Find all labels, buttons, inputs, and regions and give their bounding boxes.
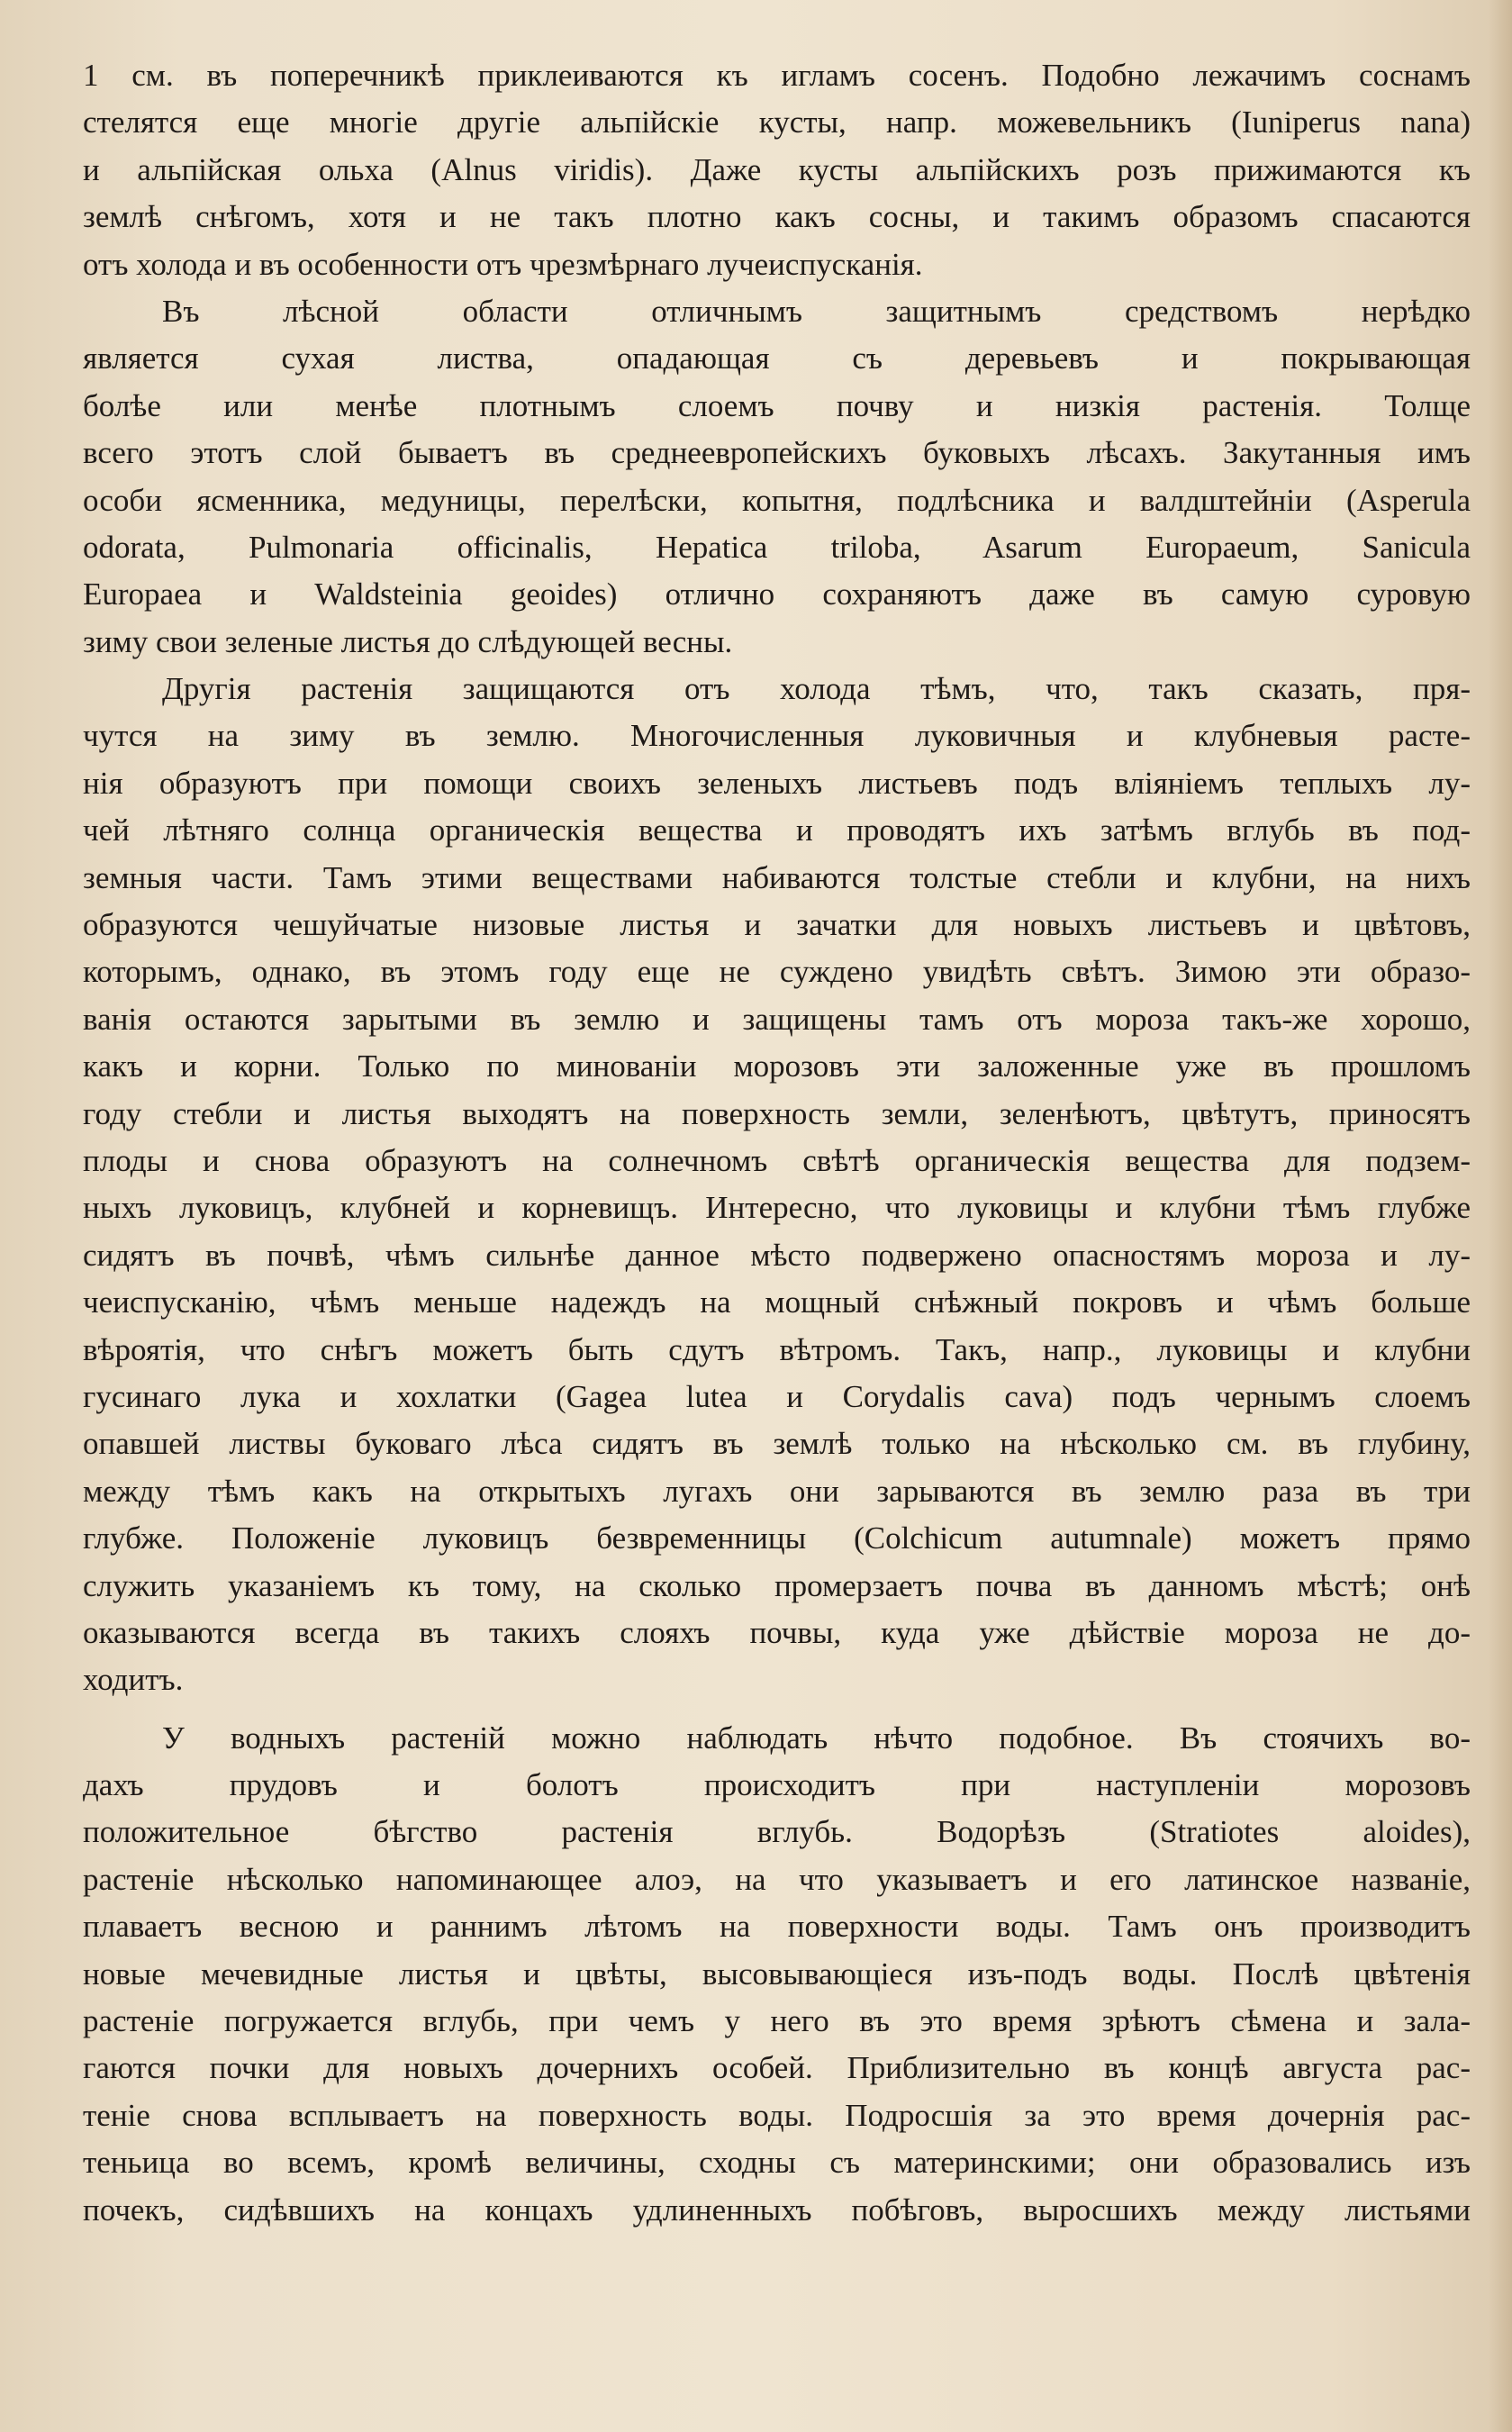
text-line: теньица во всемъ, кромѣ величины, сходны съ материнскими; они образовались изъ bbox=[83, 2145, 1471, 2181]
text-line: особи ясменника, медуницы, перелѣски, копытня, подлѣсника и валдштейніи (Asperula bbox=[83, 482, 1471, 518]
text-line: оказываются всегда въ такихъ слояхъ почвы, куда уже дѣйствіе мороза не до- bbox=[83, 1614, 1471, 1650]
paragraph-1 bbox=[83, 52, 1471, 288]
text-line: гаются почки для новыхъ дочернихъ особей. Приблизительно въ концѣ августа рас- bbox=[83, 2050, 1471, 2086]
text-line: почекъ, сидѣвшихъ на концахъ удлиненныхъ побѣговъ, выросшихъ между листьями bbox=[83, 2192, 1471, 2228]
text-line: Europaea и Waldsteinia geoides) отлично сохраняютъ даже въ самую суровую bbox=[83, 576, 1471, 613]
text-line: землѣ снѣгомъ, хотя и не такъ плотно какъ сосны, и такимъ образомъ спасаются bbox=[83, 199, 1471, 235]
paragraph-3 bbox=[83, 666, 1471, 1704]
text-line: болѣе или менѣе плотнымъ слоемъ почву и низкія растенія. Толще bbox=[83, 387, 1471, 423]
text-line: земныя части. Тамъ этими веществами набиваются толстые стебли и клубни, на нихъ bbox=[83, 859, 1471, 895]
text-line: ныхъ луковицъ, клубней и корневищъ. Интересно, что луковицы и клубни тѣмъ глубже bbox=[83, 1190, 1471, 1226]
text-line: нія образуютъ при помощи своихъ зеленыхъ листьевъ подъ вліяніемъ теплыхъ лу- bbox=[83, 765, 1471, 801]
text-line: ванія остаются зарытыми въ землю и защищены тамъ отъ мороза такъ-же хорошо, bbox=[83, 1001, 1471, 1037]
text-line: положительное бѣгство растенія вглубь. Водорѣзъ (Stratiotes aloides), bbox=[83, 1814, 1471, 1850]
text-line: теніе снова всплываетъ на поверхность воды. Подросшія за это время дочернія рас- bbox=[83, 2097, 1471, 2133]
text-line: дахъ прудовъ и болотъ происходитъ при наступленіи морозовъ bbox=[83, 1767, 1471, 1803]
text-line: стелятся еще многіе другіе альпійскіе кусты, напр. можевельникъ (Iuniperus nana) bbox=[83, 104, 1471, 141]
text-line: какъ и корни. Только по минованіи морозовъ эти заложенные уже въ прошломъ bbox=[83, 1048, 1471, 1084]
text-line: У водныхъ растеній можно наблюдать нѣчто подобное. Въ стоячихъ во- bbox=[162, 1720, 1471, 1756]
text-line: которымъ, однако, въ этомъ году еще не суждено увидѣть свѣтъ. Зимою эти образо- bbox=[83, 954, 1471, 990]
text-line: образуются чешуйчатые низовые листья и зачатки для новыхъ листьевъ и цвѣтовъ, bbox=[83, 907, 1471, 943]
paragraph-2 bbox=[83, 288, 1471, 666]
text-line: растеніе погружается вглубь, при чемъ у него въ это время зрѣютъ сѣмена и зала- bbox=[83, 2003, 1471, 2039]
text-line: чутся на зиму въ землю. Многочисленныя луковичныя и клубневыя расте- bbox=[83, 718, 1471, 754]
text-line: служить указаніемъ къ тому, на сколько промерзаетъ почва въ данномъ мѣстѣ; онѣ bbox=[83, 1567, 1471, 1603]
text-line: вѣроятія, что снѣгъ можетъ быть сдутъ вѣтромъ. Такъ, напр., луковицы и клубни bbox=[83, 1331, 1471, 1367]
paragraph-gap bbox=[83, 1704, 1471, 1715]
text-line: является сухая листва, опадающая съ деревьевъ и покрывающая bbox=[83, 340, 1471, 377]
text-line: плоды и снова образуютъ на солнечномъ свѣтѣ органическія вещества для подзем- bbox=[83, 1142, 1471, 1178]
page-edge-shadow bbox=[1489, 0, 1512, 2432]
text-line: Въ лѣсной области отличнымъ защитнымъ средствомъ нерѣдко bbox=[162, 293, 1471, 329]
text-line: году стебли и листья выходятъ на поверхность земли, зеленѣютъ, цвѣтутъ, приносятъ bbox=[83, 1095, 1471, 1131]
body-text bbox=[83, 52, 1471, 2234]
text-line: плаваетъ весною и раннимъ лѣтомъ на поверхности воды. Тамъ онъ производитъ bbox=[83, 1909, 1471, 1945]
text-line: сидятъ въ почвѣ, чѣмъ сильнѣе данное мѣсто подвержено опасностямъ мороза и лу- bbox=[83, 1237, 1471, 1273]
text-line: зиму свои зеленые листья до слѣдующей весны. bbox=[83, 623, 733, 659]
text-line: растеніе нѣсколько напоминающее алоэ, на что указываетъ и его латинское названіе, bbox=[83, 1861, 1471, 1897]
paragraph-4 bbox=[83, 1715, 1471, 2234]
text-line: опавшей листвы буковаго лѣса сидятъ въ землѣ только на нѣсколько см. въ глубину, bbox=[83, 1426, 1471, 1462]
text-line: между тѣмъ какъ на открытыхъ лугахъ они зарываются въ землю раза въ три bbox=[83, 1473, 1471, 1509]
text-line: ходитъ. bbox=[83, 1662, 184, 1698]
text-line: гусинаго лука и хохлатки (Gagea lutea и Corydalis cava) подъ чернымъ слоемъ bbox=[83, 1378, 1471, 1414]
text-line: глубже. Положеніе луковицъ безвременницы (Colchicum autumnale) можетъ прямо bbox=[83, 1520, 1471, 1556]
text-line: odorata, Pulmonaria officinalis, Hepatica triloba, Asarum Europaeum, Sanicula bbox=[83, 529, 1471, 565]
text-line: Другія растенія защищаются отъ холода тѣмъ, что, такъ сказать, пря- bbox=[162, 671, 1471, 707]
text-line: 1 см. въ поперечникѣ приклеиваются къ игламъ сосенъ. Подобно лежачимъ соснамъ bbox=[83, 58, 1471, 93]
text-line: чей лѣтняго солнца органическія вещества и проводятъ ихъ затѣмъ вглубь въ под- bbox=[83, 812, 1471, 848]
text-line: новые мечевидные листья и цвѣты, высовывающіеся изъ-подъ воды. Послѣ цвѣтенія bbox=[83, 1956, 1471, 1992]
text-line: и альпійская ольха (Alnus viridis). Даже кусты альпійскихъ розъ прижимаются къ bbox=[83, 151, 1471, 187]
text-line: чеиспусканію, чѣмъ меньше надеждъ на мощный снѣжный покровъ и чѣмъ больше bbox=[83, 1284, 1471, 1320]
text-line: всего этотъ слой бываетъ въ среднеевропейскихъ буковыхъ лѣсахъ. Закутанныя имъ bbox=[83, 435, 1471, 471]
text-line: отъ холода и въ особенности отъ чрезмѣрнаго лучеиспусканія. bbox=[83, 246, 923, 282]
